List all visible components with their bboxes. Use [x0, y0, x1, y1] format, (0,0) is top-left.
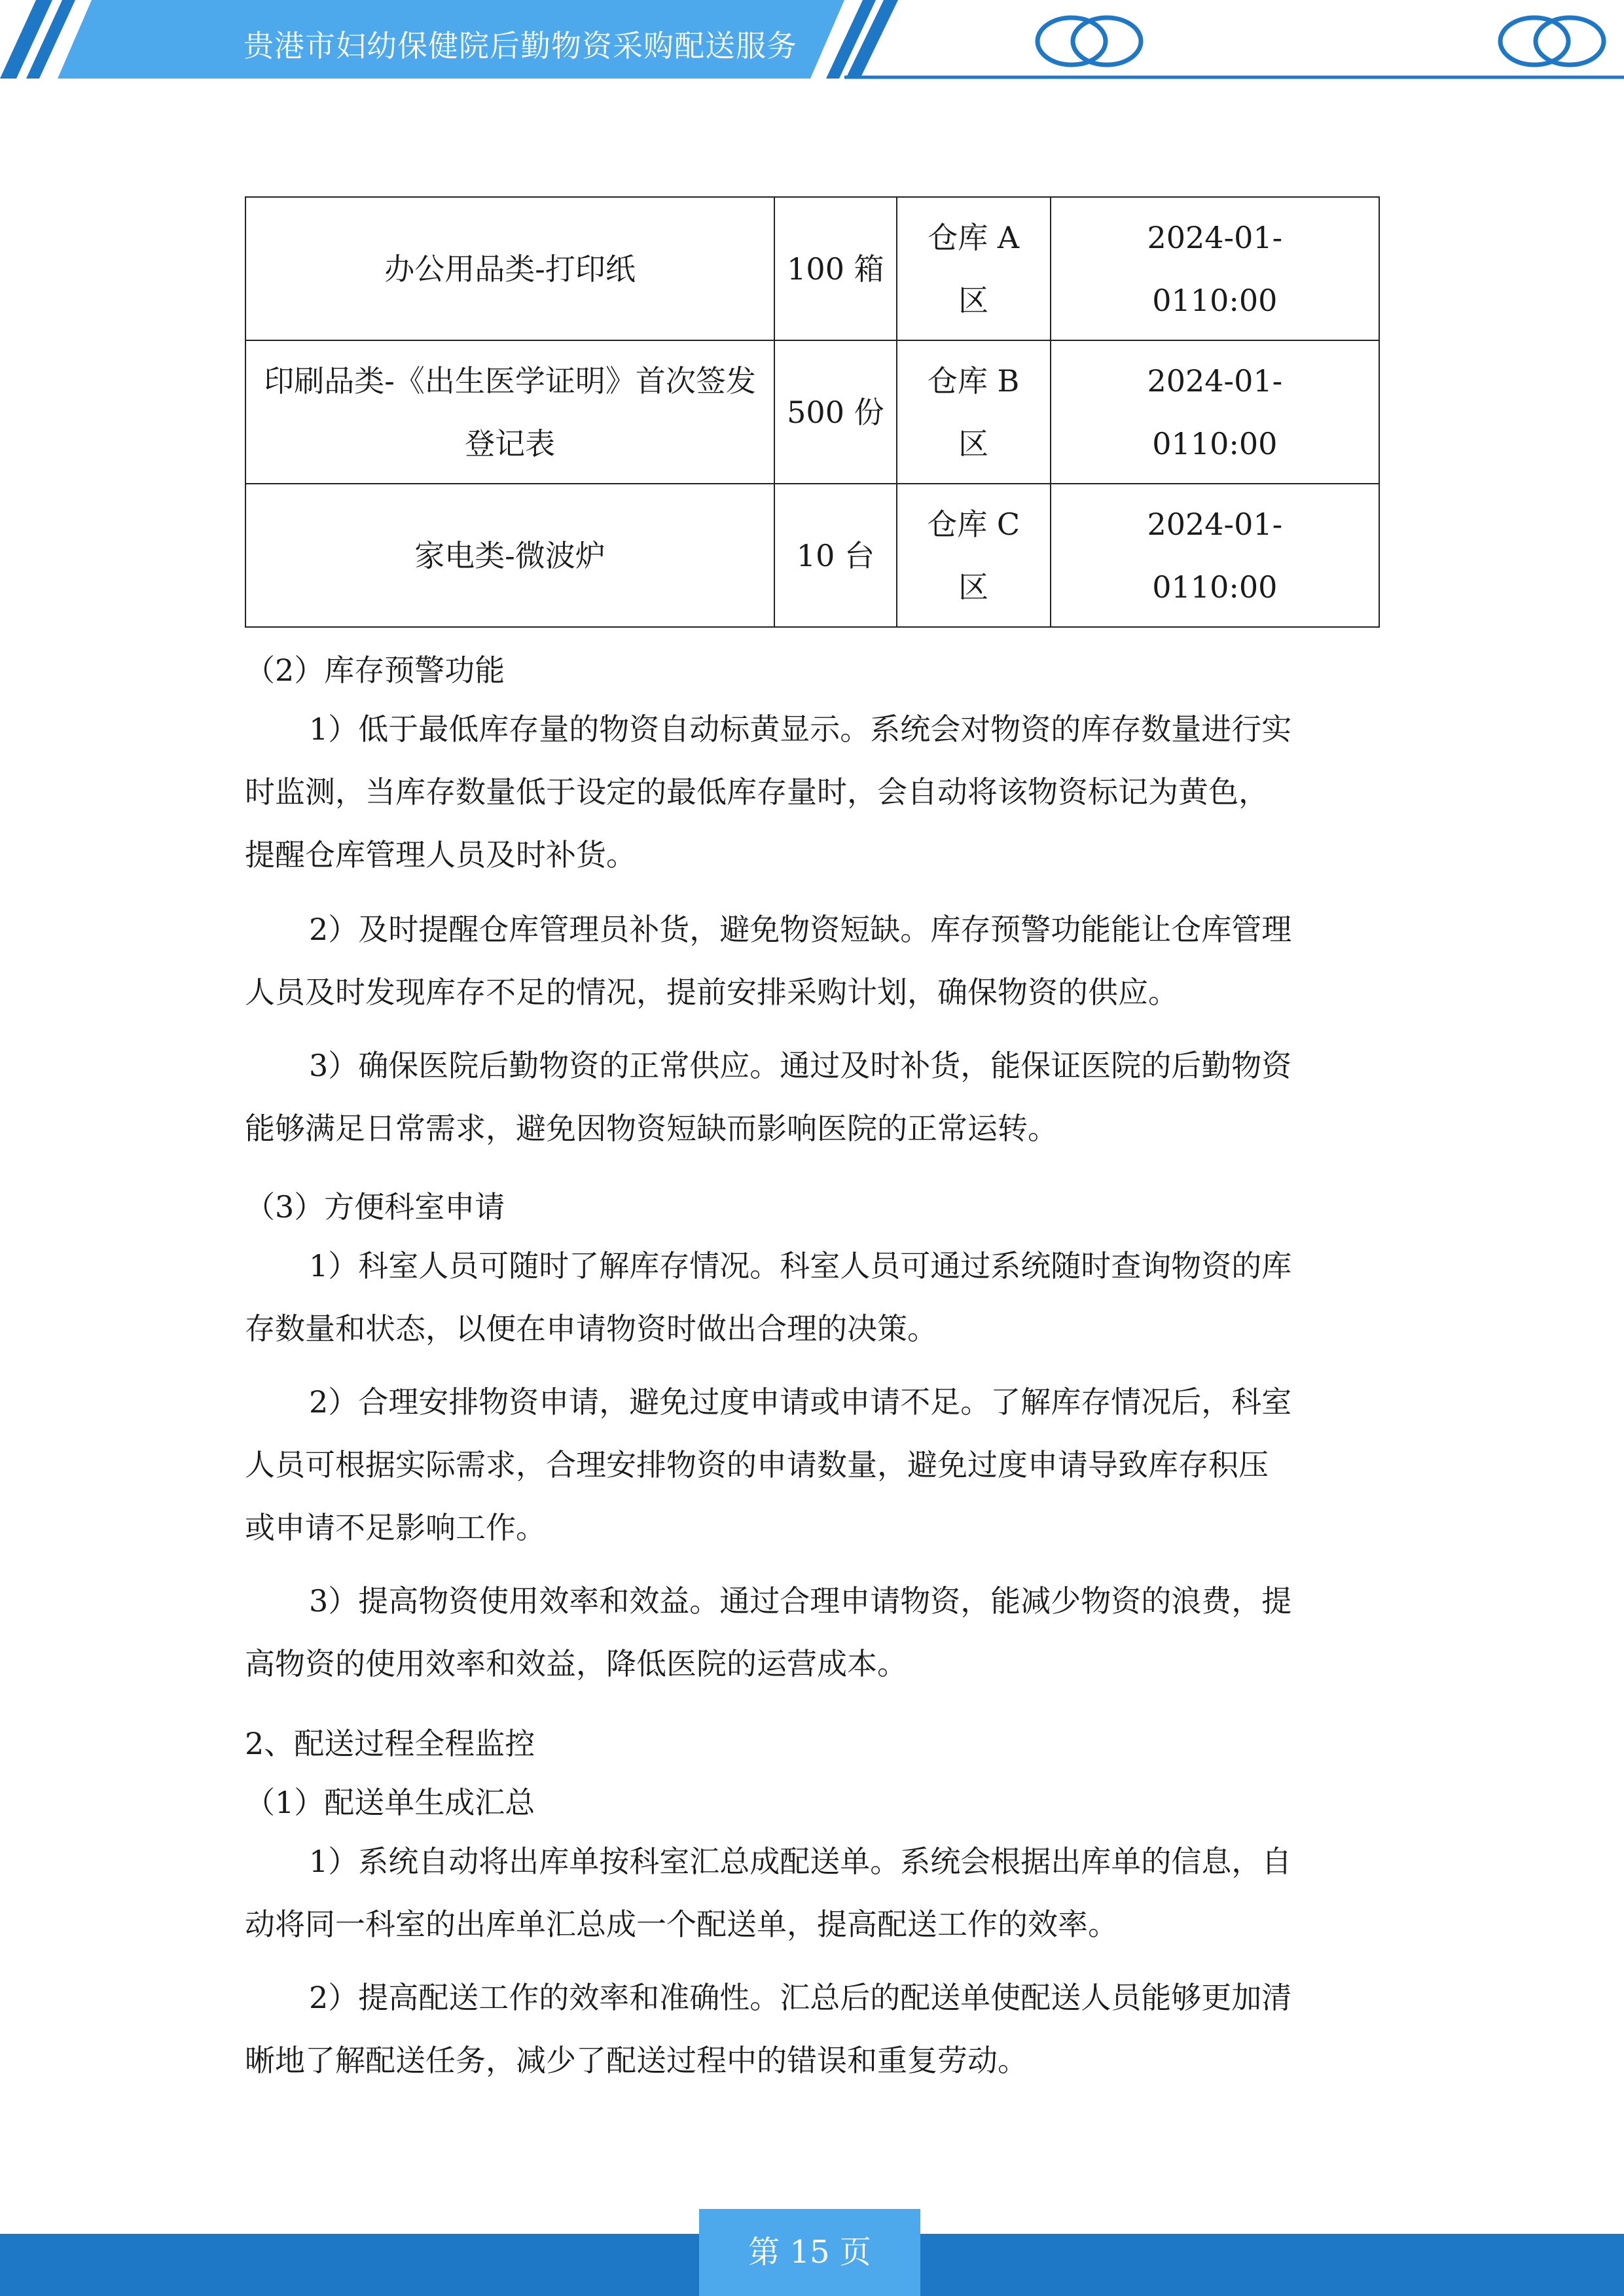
- item-time-cell: 2024-01-0110:00: [1051, 484, 1379, 627]
- paragraph-line: 晰地了解配送任务，减少了配送过程中的错误和重复劳动。: [245, 2043, 1028, 2078]
- paragraph-line: 3）提高物资使用效率和效益。通过合理申请物资，能减少物资的浪费，提: [309, 1583, 1292, 1619]
- item-name-cell: 印刷品类-《出生医学证明》首次签发登记表: [245, 340, 774, 484]
- paragraph-line: 动将同一科室的出库单汇总成一个配送单，提高配送工作的效率。: [245, 1907, 1118, 1942]
- section-heading: 2、配送过程全程监控: [245, 1726, 535, 1761]
- page-number: 第 15 页: [699, 2209, 920, 2296]
- item-time-cell: 2024-01-0110:00: [1051, 340, 1379, 484]
- table-row: [245, 197, 1379, 340]
- section-heading: （2）库存预警功能: [245, 653, 505, 688]
- paragraph-line: 1）系统自动将出库单按科室汇总成配送单。系统会根据出库单的信息，自: [309, 1844, 1292, 1879]
- item-location-cell: 仓库 C 区: [897, 484, 1051, 627]
- paragraph-line: 2）提高配送工作的效率和准确性。汇总后的配送单使配送人员能够更加清: [309, 1980, 1292, 2015]
- paragraph-line: 或申请不足影响工作。: [245, 1510, 546, 1545]
- rings-logo-icon: [1031, 12, 1149, 71]
- paragraph-line: 1）科室人员可随时了解库存情况。科室人员可通过系统随时查询物资的库: [309, 1248, 1292, 1283]
- paragraph-line: 1）低于最低库存量的物资自动标黄显示。系统会对物资的库存数量进行实: [309, 711, 1292, 747]
- item-location-cell: 仓库 B 区: [897, 340, 1051, 484]
- section-heading: （3）方便科室申请: [245, 1189, 505, 1225]
- item-time-cell: 2024-01-0110:00: [1051, 197, 1379, 340]
- paragraph-line: 2）合理安排物资申请，避免过度申请或申请不足。了解库存情况后，科室: [309, 1384, 1292, 1420]
- paragraph-line: 提醒仓库管理人员及时补货。: [245, 837, 636, 872]
- item-name-cell: 办公用品类-打印纸: [245, 197, 774, 340]
- header-title: 贵港市妇幼保健院后勤物资采购配送服务: [244, 28, 797, 63]
- paragraph-line: 3）确保医院后勤物资的正常供应。通过及时补货，能保证医院的后勤物资: [309, 1048, 1292, 1083]
- item-location-cell: 仓库 A 区: [897, 197, 1051, 340]
- table-row: [245, 484, 1379, 627]
- paragraph-line: 时监测，当库存数量低于设定的最低库存量时，会自动将该物资标记为黄色，: [245, 774, 1269, 810]
- paragraph-line: 存数量和状态，以便在申请物资时做出合理的决策。: [245, 1311, 937, 1346]
- item-qty-cell: 500 份: [774, 340, 896, 484]
- paragraph-line: 高物资的使用效率和效益，降低医院的运营成本。: [245, 1646, 907, 1681]
- table-row: [245, 340, 1379, 484]
- item-qty-cell: 100 箱: [774, 197, 896, 340]
- paragraph-line: 能够满足日常需求，避免因物资短缺而影响医院的正常运转。: [245, 1111, 1058, 1146]
- item-name-cell: 家电类-微波炉: [245, 484, 774, 627]
- paragraph-line: 2）及时提醒仓库管理员补货，避免物资短缺。库存预警功能能让仓库管理: [309, 912, 1292, 947]
- paragraph-line: 人员及时发现库存不足的情况，提前安排采购计划，确保物资的供应。: [245, 975, 1178, 1010]
- inventory-table: [245, 196, 1380, 628]
- item-qty-cell: 10 台: [774, 484, 896, 627]
- paragraph-line: 人员可根据实际需求，合理安排物资的申请数量，避免过度申请导致库存积压: [245, 1447, 1269, 1482]
- rings-logo-icon: [1494, 12, 1612, 71]
- section-heading: （1）配送单生成汇总: [245, 1785, 535, 1820]
